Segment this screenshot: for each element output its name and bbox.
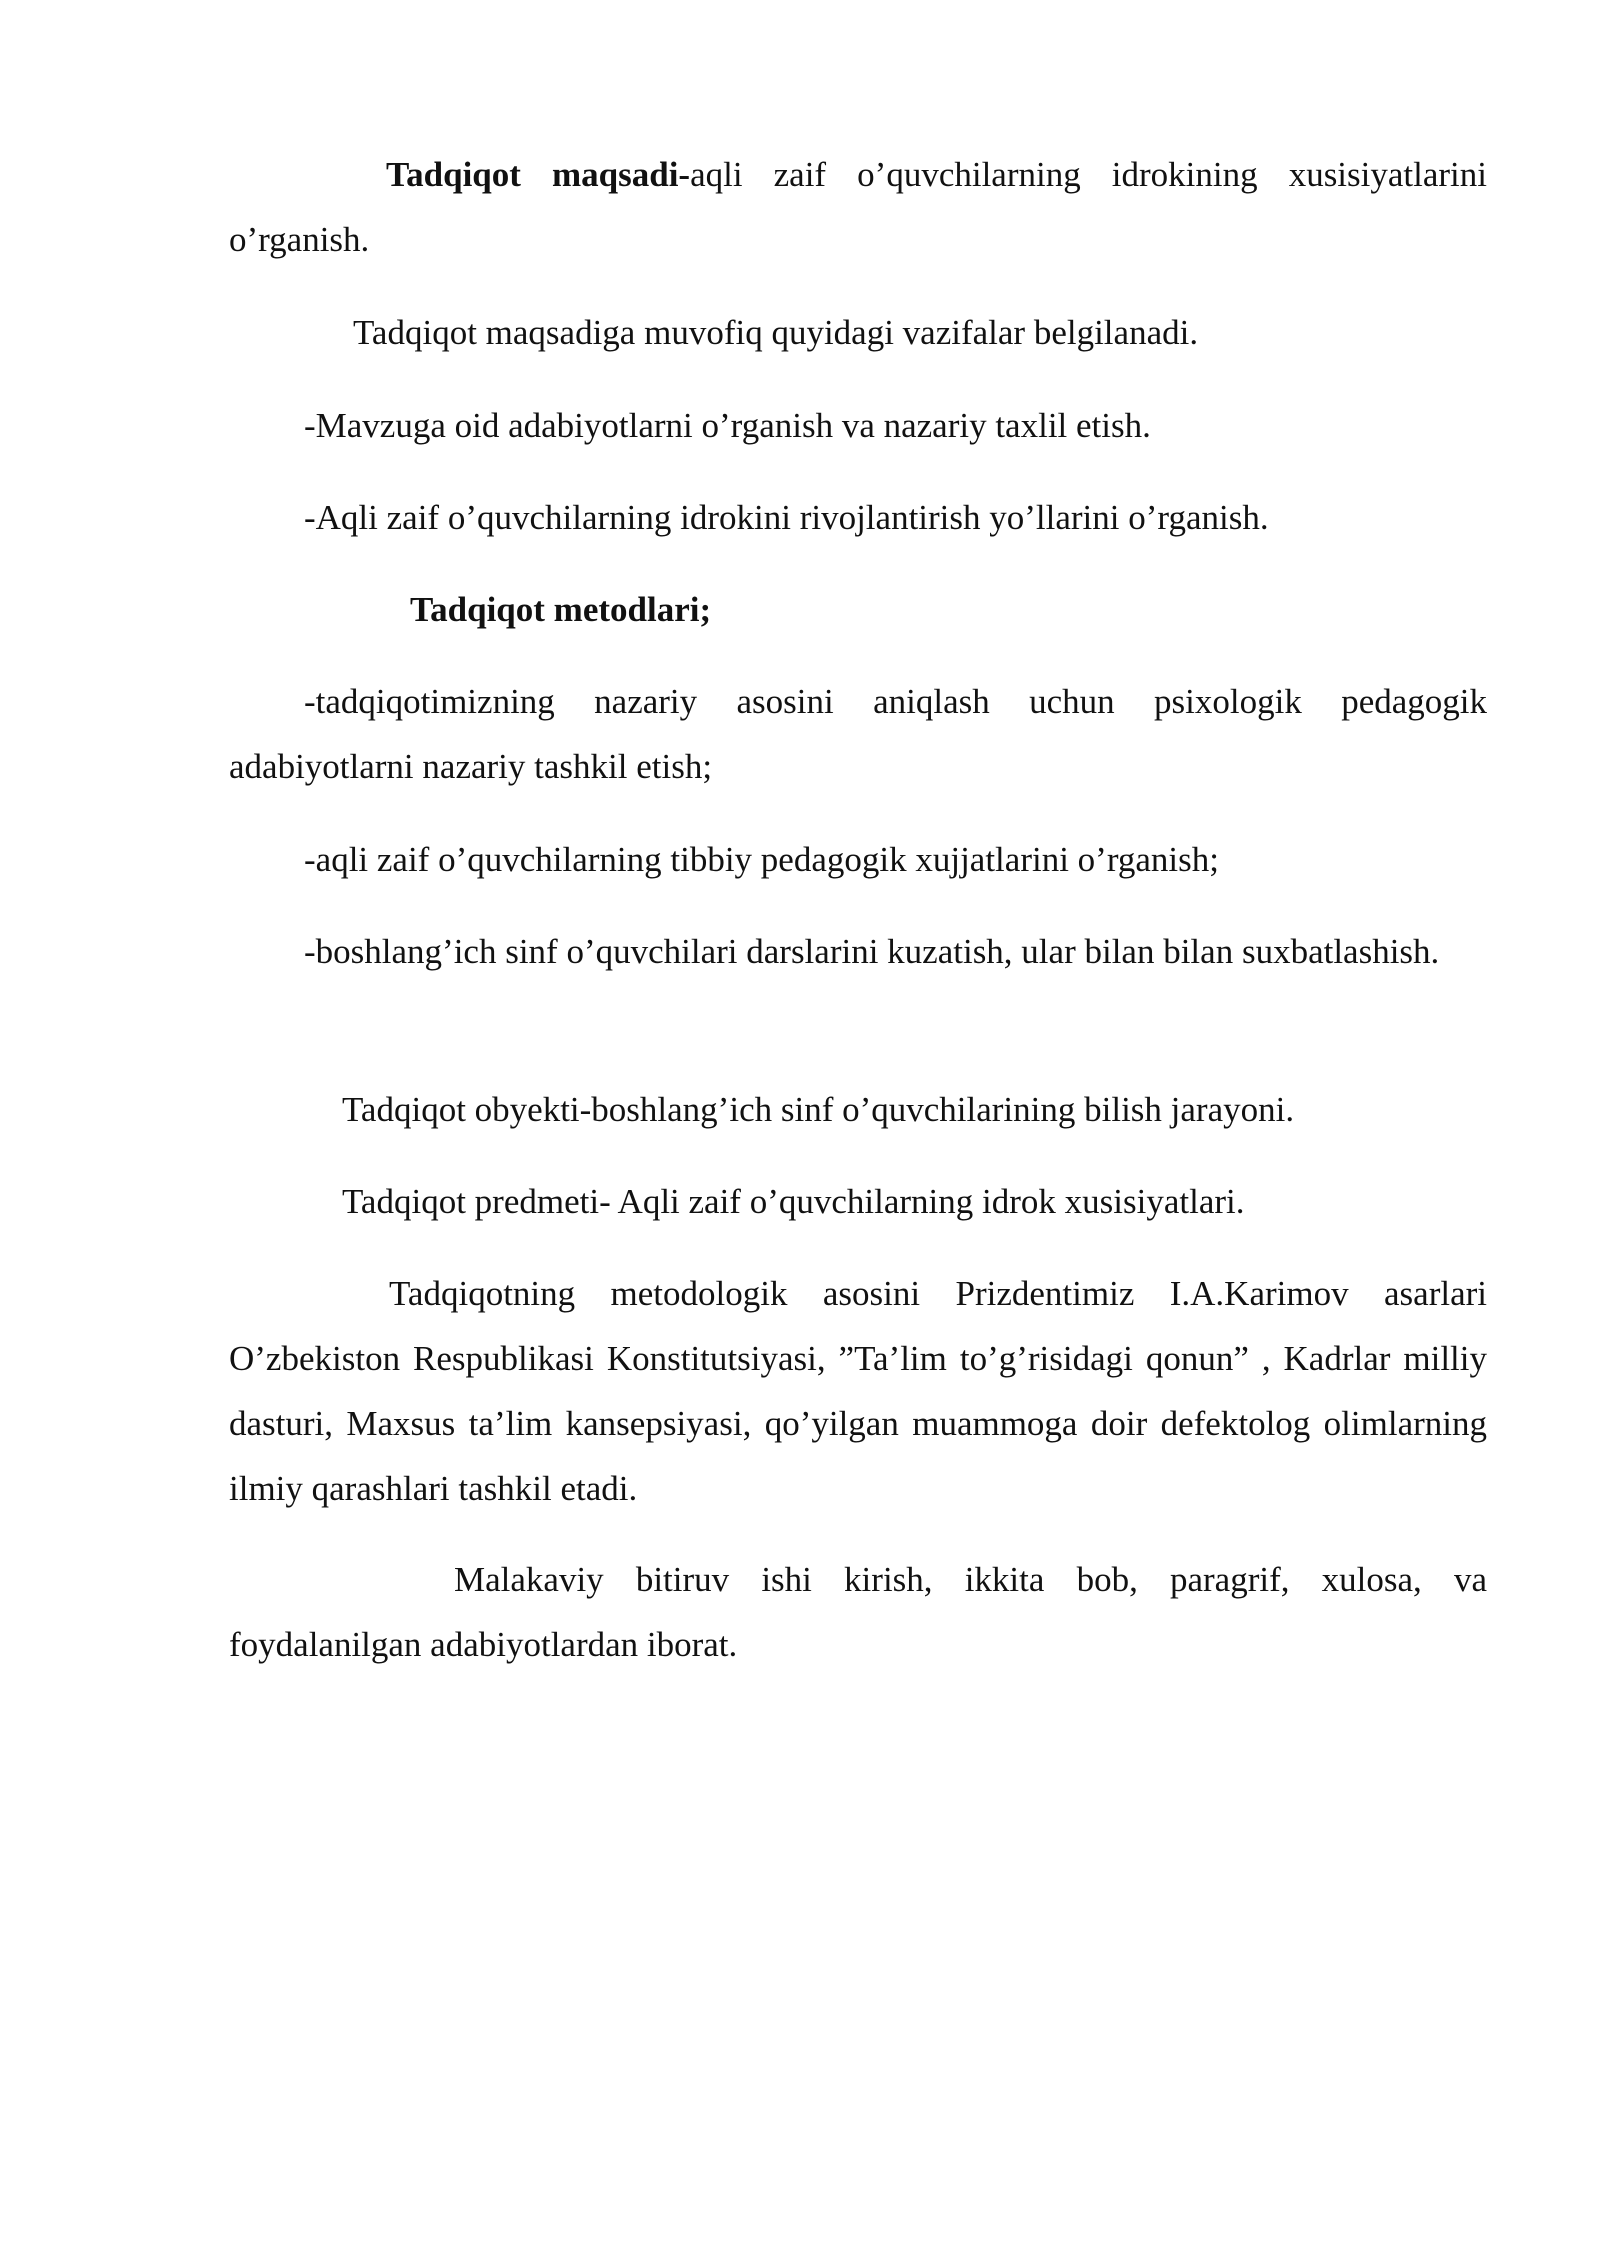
method-item: -aqli zaif o’quvchilarning tibbiy pedagogik xujjatlarini o’rganish; — [304, 840, 1219, 879]
research-goal-text: aqli zaif o’quvchilarning idrokining xusisiyatlarini o’rganish. — [229, 155, 1488, 259]
method-item: -tadqiqotimizning nazariy asosini aniqlash uchun psixologik pedagogik adabiyotlarni nazariy tashkil etish; — [229, 682, 1487, 786]
structure-paragraph: Malakaviy bitiruv ishi kirish, ikkita bob, paragrif, xulosa, va foydalanilgan adabiyotlardan iborat. — [229, 1560, 1487, 1664]
research-goal-paragraph — [229, 142, 1487, 272]
method-item: -boshlang’ich sinf o’quvchilari darslarini kuzatish, ular bilan bilan suxbatlashish. — [304, 932, 1440, 971]
research-subject-paragraph: Tadqiqot predmeti- Aqli zaif o’quvchilarning idrok xusisiyatlari. — [342, 1182, 1245, 1221]
tasks-intro-paragraph: Tadqiqot maqsadiga muvofiq quyidagi vazifalar belgilanadi. — [353, 313, 1199, 352]
methodology-paragraph: Tadqiqotning metodologik asosini Prizdentimiz I.A.Karimov asarlari O’zbekiston Respublikasi Konstitutsiyasi, ”Ta’lim to’g’risidagi qonun” , Kadrlar milliy dasturi, Maxsus ta’lim kansepsiyasi, qo’yilgan muammoga doir defektolog olimlarning ilmiy qarashlari tashkil etadi. — [229, 1274, 1487, 1508]
research-object-paragraph: Tadqiqot obyekti-boshlang’ich sinf o’quvchilarining bilish jarayoni. — [342, 1090, 1295, 1129]
task-item: -Aqli zaif o’quvchilarning idrokini rivojlantirish yo’llarini o’rganish. — [304, 498, 1269, 537]
task-item: -Mavzuga oid adabiyotlarni o’rganish va nazariy taxlil etish. — [304, 406, 1151, 445]
methods-heading: Tadqiqot metodlari; — [410, 590, 712, 629]
research-goal-heading: Tadqiqot maqsadi- — [386, 155, 691, 194]
